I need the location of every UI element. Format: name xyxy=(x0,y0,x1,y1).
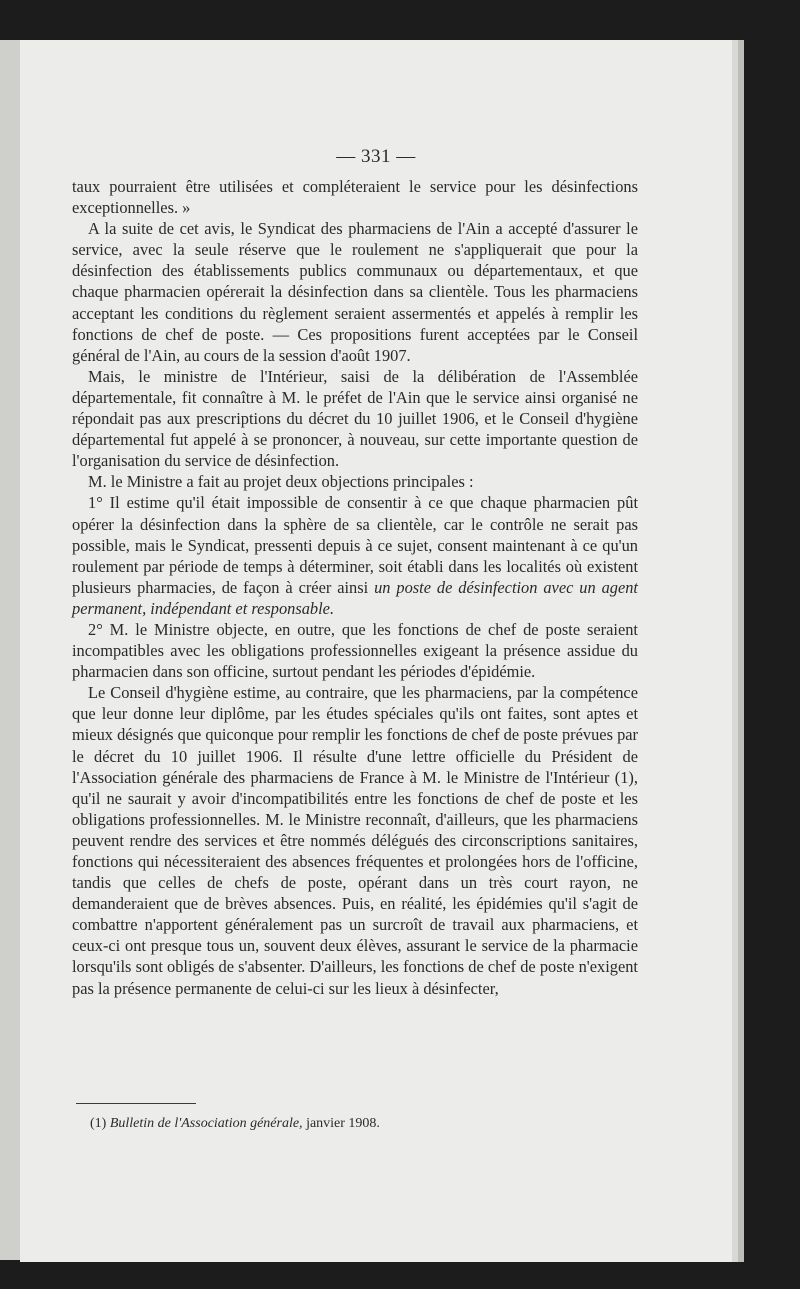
paragraph-text: 1° Il estime qu'il était impossible de consentir à ce que chaque pharmacien pût opérer la désinfection dans la sphère de sa clientèle, car le contrôle ne serait pas possible, mais le Syndicat, pressenti depuis à ce sujet, consent maintenant à ce qu'un roulement par période de temps à déterminer, soit établi dans les localités où existent plusieurs pharmacies, de façon à créer ainsi xyxy=(72,493,638,597)
body-text xyxy=(72,176,638,999)
italic-phrase: un poste de désinfection avec un agent permanent, indépendant et responsable. xyxy=(72,577,638,618)
paragraph-objection-1 xyxy=(72,492,638,619)
paragraph: Le Conseil d'hygiène estime, au contraire, que les pharmaciens, par la compétence que leur donne leur diplôme, par les études spéciales qu'ils ont faites, sont aptes et mieux désignés que quiconque pour remplir les fonctions de chef de poste prévues par le décret du 10 juillet 1906. Il résulte d'une lettre officielle du Président de l'Association générale des pharmaciens de France à M. le Ministre de l'Intérieur (1), qu'il ne saurait y avoir d'incompatibilités entre les fonctions de chef de poste et les obligations professionnelles. M. le Ministre reconnaît, d'ailleurs, que les pharmaciens peuvent rendre des services et être nommés délégués des circonscriptions sanitaires, fonctions qui nécessiteraient des absences fréquentes et prolongées hors de l'officine, tandis que celles de chefs de poste, opérant dans un très court rayon, ne demanderaient que de brèves absences. Puis, en réalité, les épidémies qu'il s'agit de combattre n'apportent généralement pas un surcroît de travail aux pharmaciens, et ceux-ci ont presque tous un, souvent deux élèves, assurant le service de la pharmacie lorsqu'ils sont obligés de s'absenter. D'ailleurs, les fonctions de chef de poste n'exigent pas la présence permanente de celui-ci sur les lieux à désinfecter, xyxy=(72,683,638,998)
footnote xyxy=(90,1116,380,1132)
paragraph-objection-2: 2° M. le Ministre objecte, en outre, que les fonctions de chef de poste seraient incompatibles avec les obligations professionnelles exigeant la présence assidue du pharmacien dans son officine, surtout pendant les périodes d'épidémie. xyxy=(72,619,638,682)
footnote-marker: (1) xyxy=(90,1116,107,1131)
paragraph: Mais, le ministre de l'Intérieur, saisi de la délibération de l'Assemblée départementale, fit connaître à M. le préfet de l'Ain que le service ainsi organisé ne répondait pas aux prescriptions du décret du 10 juillet 1906, et le Conseil d'hygiène départemental fut appelé à se prononcer, à nouveau, sur cette importante question de l'organisation du service de désinfection. xyxy=(72,366,638,471)
book-page xyxy=(20,40,732,1262)
footnote-divider xyxy=(76,1103,196,1104)
page-number: — 331 — xyxy=(336,146,416,167)
paragraph: M. le Ministre a fait au projet deux objections principales : xyxy=(88,472,474,492)
adjacent-page-edge xyxy=(0,40,21,1260)
footnote-italic-title: Bulletin de l'Association générale, xyxy=(109,1116,303,1131)
footnote-text: janvier 1908. xyxy=(306,1116,380,1131)
paragraph: taux pourraient être utilisées et compléteraient le service pour les désinfections exceptionnelles. » xyxy=(72,177,638,218)
paragraph: A la suite de cet avis, le Syndicat des pharmaciens de l'Ain a accepté d'assurer le service, avec la seule réserve que le roulement ne s'appliquerait que pour la désinfection des établissements publics communaux ou départementaux, et que chaque pharmacien opérerait la désinfection dans sa clientèle. Tous les pharmaciens acceptant les conditions du règlement seraient assermentés et appelés à remplir les fonctions de chef de poste. — Ces propositions furent acceptées par le Conseil général de l'Ain, au cours de la session d'août 1907. xyxy=(72,219,638,365)
